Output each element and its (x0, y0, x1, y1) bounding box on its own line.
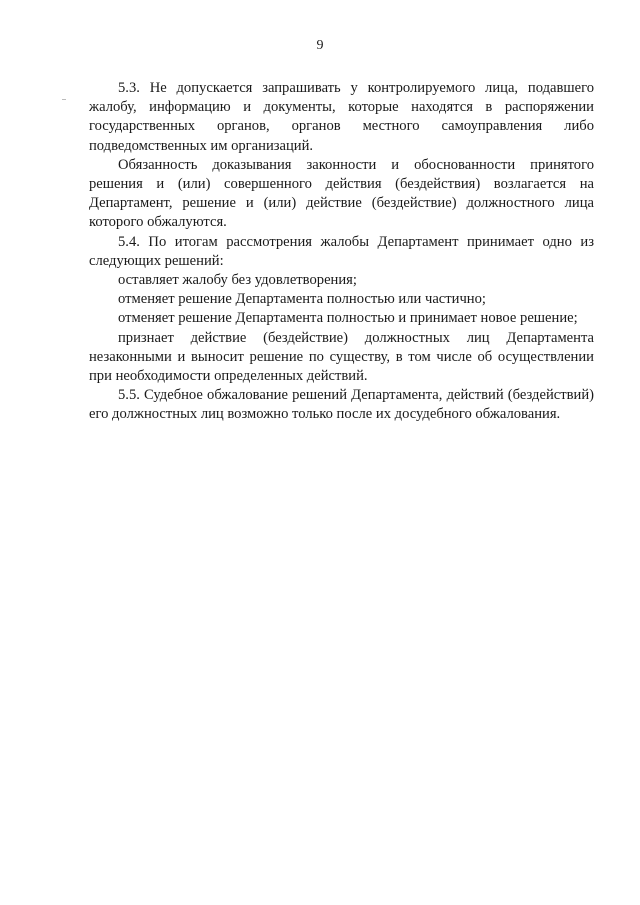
decision-option-4: признает действие (бездействие) должностных лиц Департамента незаконными и выносит решение по существу, в том числе об осуществлении при необходимости определенных действий. (89, 329, 594, 385)
paragraph-5-4: 5.4. По итогам рассмотрения жалобы Департамент принимает одно из следующих решений: (89, 233, 594, 269)
document-body (89, 79, 594, 425)
margin-mark (62, 99, 66, 100)
decision-option-3: отменяет решение Департамента полностью и принимает новое решение; (118, 310, 578, 327)
decision-option-1: оставляет жалобу без удовлетворения; (118, 272, 357, 289)
paragraph-5-5: 5.5. Судебное обжалование решений Департамента, действий (бездействий) его должностных лиц возможно только после их досудебного обжалования. (89, 387, 594, 423)
decision-option-2: отменяет решение Департамента полностью или частично; (118, 291, 486, 308)
paragraph-burden-of-proof: Обязанность доказывания законности и обоснованности принятого решения и (или) совершенного действия (бездействия) возлагается на Департамент, решение и (или) действие (бездействие) должностного лица которого обжалуются. (89, 156, 594, 231)
page-number: 9 (316, 38, 324, 53)
paragraph-5-3: 5.3. Не допускается запрашивать у контролируемого лица, подавшего жалобу, информацию и документы, которые находятся в распоряжении государственных органов, органов местного самоуправления либо подведомственных им организаций. (89, 80, 594, 154)
